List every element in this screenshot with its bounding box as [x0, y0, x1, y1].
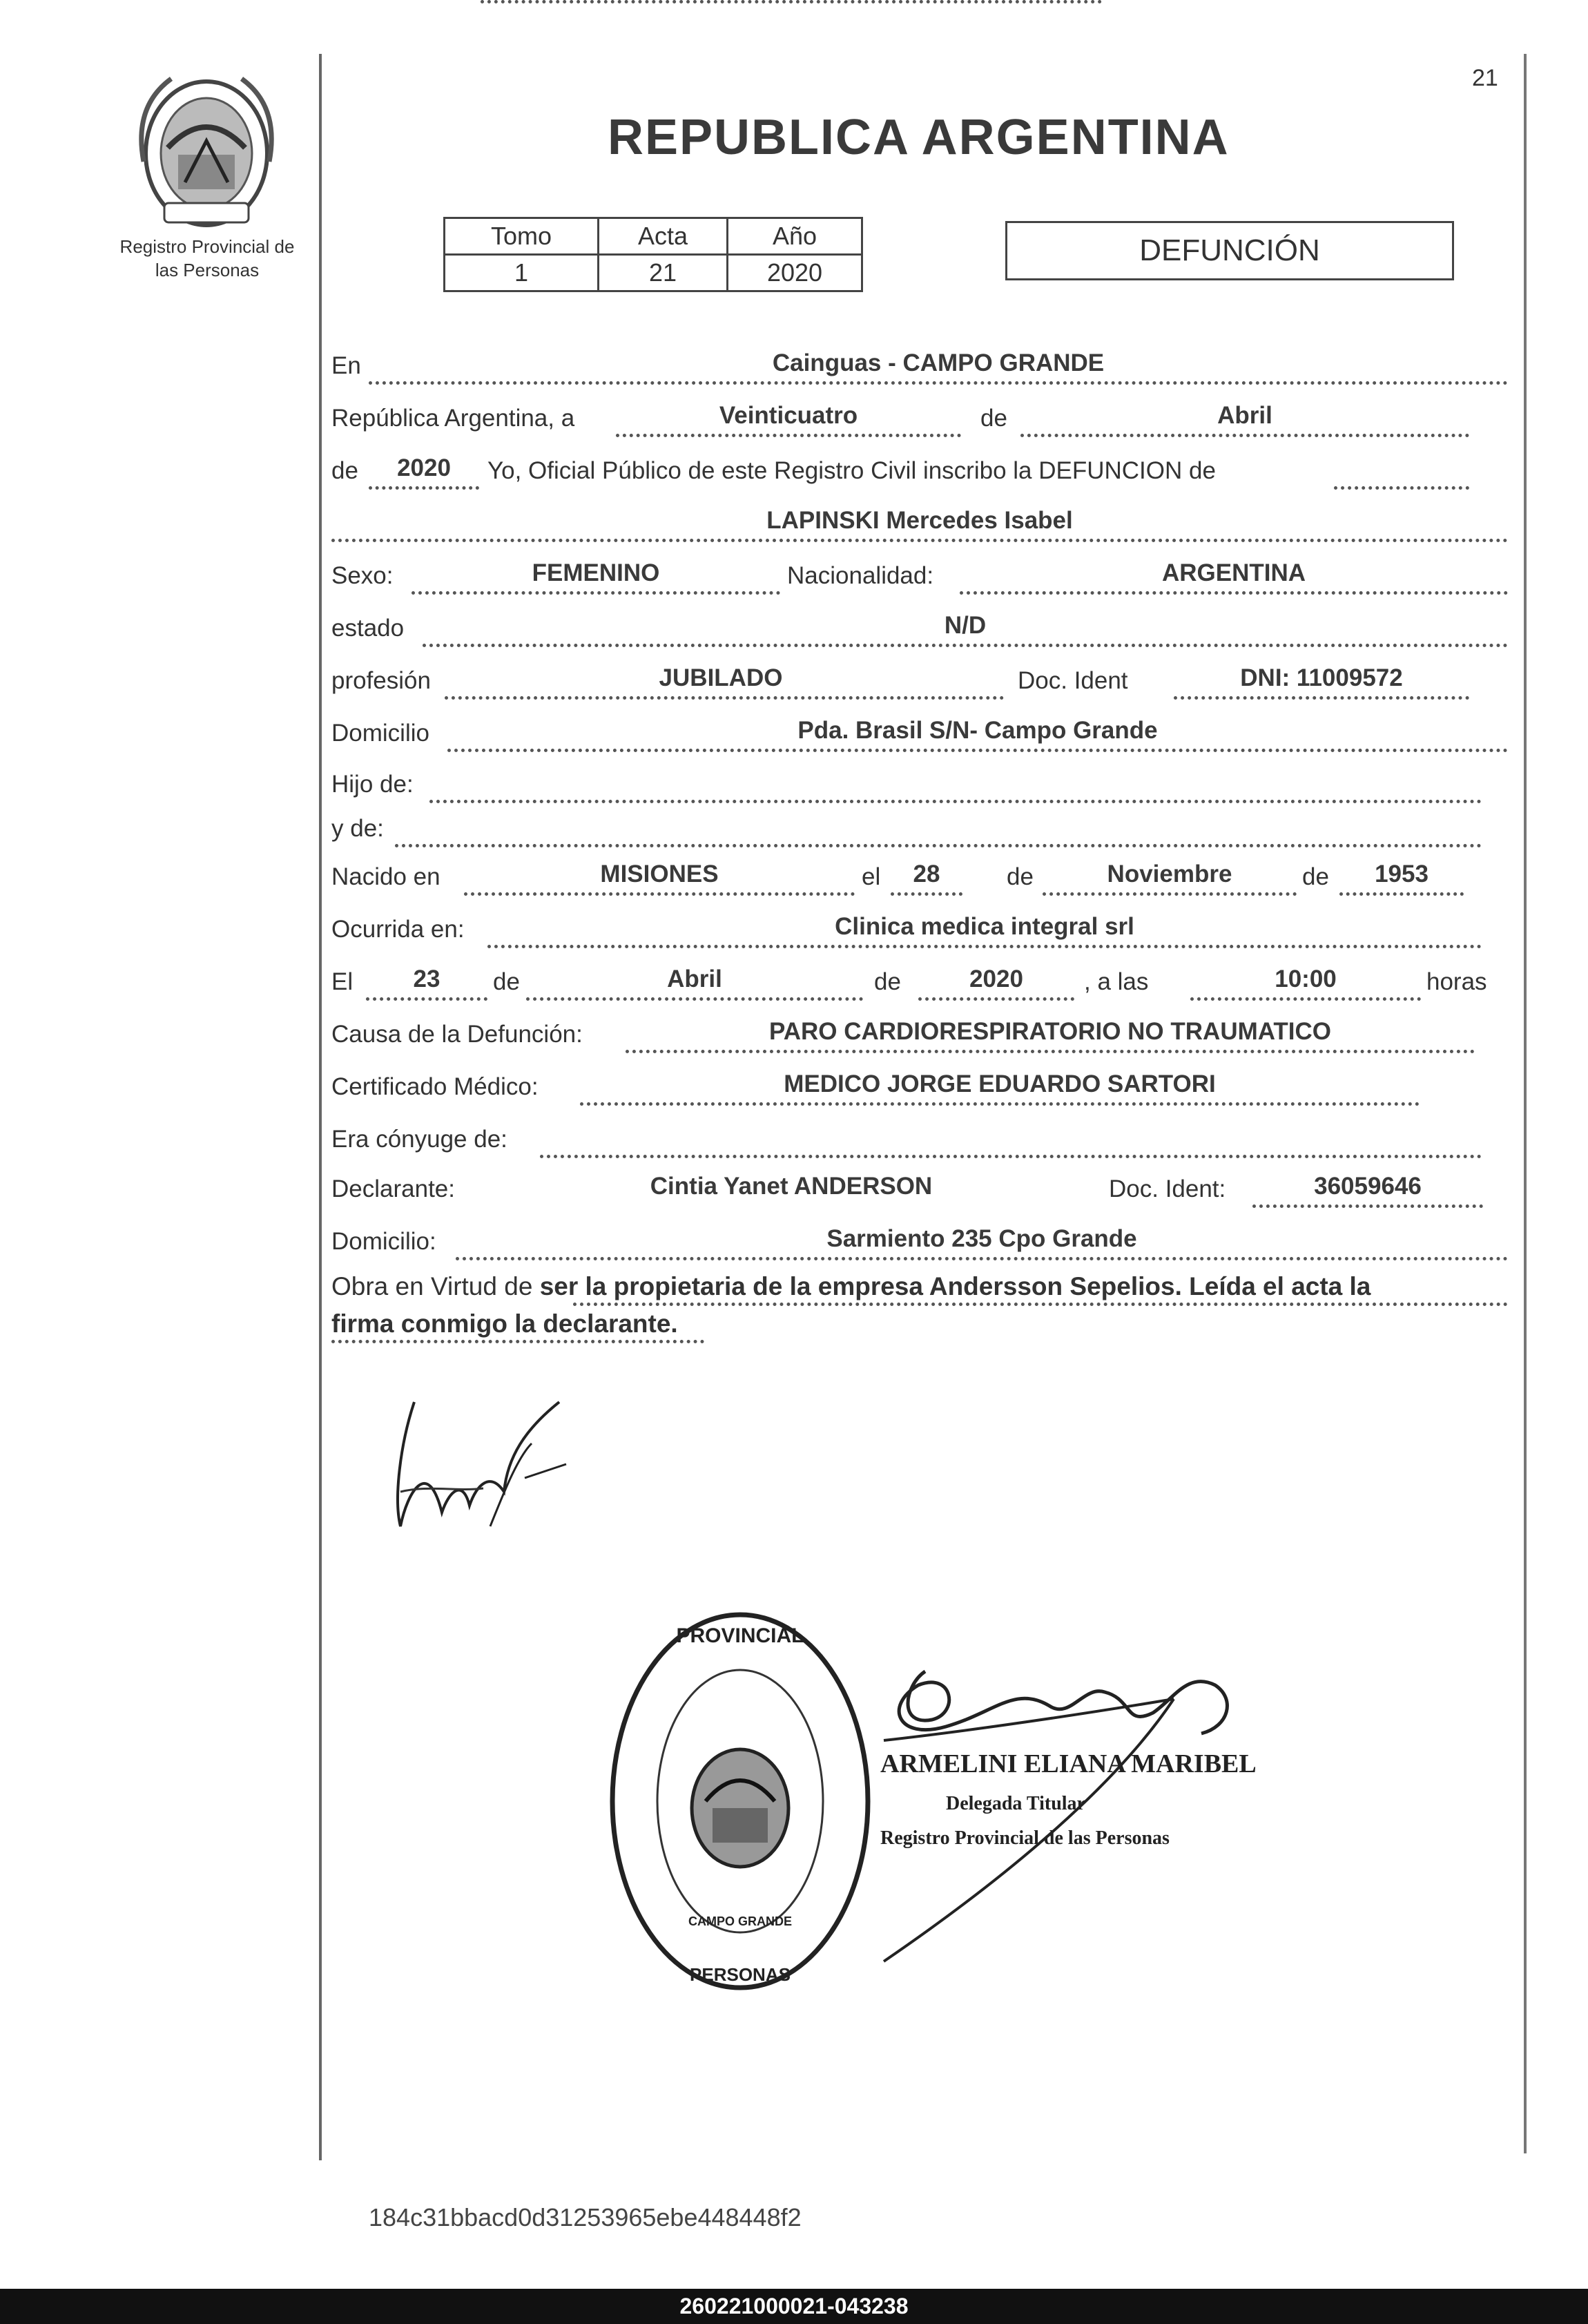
record-table-header-row: [445, 218, 862, 255]
obra-line-2-dots: [331, 1340, 704, 1343]
obra-text-1: ser la propietaria de la empresa Andersson Sepelios. Leída el acta la: [539, 1272, 1371, 1300]
el-label: el: [862, 863, 881, 890]
tomo-header: Tomo: [445, 218, 599, 255]
obra-text-2: firma conmigo la declarante.: [331, 1309, 678, 1338]
official-role: Delegada Titular: [946, 1793, 1085, 1814]
acta-value: 21: [599, 255, 728, 291]
causa-line: [626, 1050, 1475, 1053]
official-registry: Registro Provincial de las Personas: [880, 1827, 1170, 1849]
domicilio-label: Domicilio: [331, 720, 429, 747]
record-table-value-row: [445, 255, 862, 291]
statement-text: Yo, Oficial Público de este Registro Civil inscribo la DEFUNCION de: [487, 457, 1216, 484]
de-label-3: de: [1007, 863, 1034, 890]
de-label-1: de: [980, 405, 1007, 432]
acta-header: Acta: [599, 218, 728, 255]
profesion-line: [445, 696, 1004, 700]
birth-month-line: [1043, 892, 1297, 896]
margin-line-right: [1524, 54, 1527, 2153]
declarante-doc-line: [1252, 1204, 1483, 1208]
doc-ident-value: DNI: 11009572: [1240, 664, 1403, 691]
margin-line-left: [319, 54, 322, 2160]
hijo-de-label: Hijo de:: [331, 771, 414, 798]
official-signature: [842, 1644, 1257, 1975]
obra-prefix: Obra en Virtud de: [331, 1272, 533, 1300]
day-line: [616, 434, 961, 437]
deceased-name: LAPINSKI Mercedes Isabel: [766, 507, 1073, 534]
svg-text:CAMPO GRANDE: CAMPO GRANDE: [688, 1914, 793, 1928]
horas-label: horas: [1426, 968, 1487, 995]
nacionalidad-label: Nacionalidad:: [787, 562, 934, 589]
declarante-doc-label: Doc. Ident:: [1109, 1175, 1226, 1202]
death-day: 23: [413, 966, 440, 992]
ocurrida-label: Ocurrida en:: [331, 916, 465, 943]
profesion-value: JUBILADO: [659, 664, 783, 691]
statement-line: [1334, 486, 1469, 490]
conyuge-line: [540, 1155, 1482, 1158]
doc-ident-line: [1174, 696, 1469, 700]
svg-text:PERSONAS: PERSONAS: [690, 1964, 791, 1985]
official-name: ARMELINI ELIANA MARIBEL: [880, 1749, 1257, 1778]
birth-day-line: [891, 892, 962, 896]
death-time-line: [1190, 997, 1421, 1001]
registry-label: [90, 235, 325, 282]
y-de-line: [395, 844, 1482, 847]
death-year: 2020: [969, 966, 1023, 992]
certificado-label: Certificado Médico:: [331, 1073, 539, 1100]
document-id-bar: 260221000021-043238: [0, 2289, 1588, 2324]
nacido-label: Nacido en: [331, 863, 440, 890]
death-time: 10:00: [1275, 966, 1337, 992]
el2-label: El: [331, 968, 354, 995]
causa-label: Causa de la Defunción:: [331, 1021, 583, 1048]
birth-day: 28: [913, 861, 940, 887]
sexo-value: FEMENINO: [532, 559, 660, 586]
obra-line-1-dots: [573, 1303, 1508, 1306]
month-line: [1020, 434, 1469, 437]
document-type-box: DEFUNCIÓN: [1005, 221, 1454, 280]
nacido-line: [464, 892, 855, 896]
y-de-label: y de:: [331, 815, 384, 842]
ano-value: 2020: [728, 255, 862, 291]
svg-text:PROVINCIAL: PROVINCIAL: [676, 1624, 804, 1647]
page-title: REPUBLICA ARGENTINA: [608, 110, 1230, 165]
death-month-line: [526, 997, 863, 1001]
nacionalidad-line: [960, 591, 1508, 595]
causa-value: PARO CARDIORESPIRATORIO NO TRAUMATICO: [768, 1018, 1332, 1045]
registry-label-line1: Registro Provincial de: [119, 236, 295, 257]
year-value: 2020: [397, 454, 451, 481]
birth-year: 1953: [1375, 861, 1429, 887]
name-line: [331, 539, 1508, 542]
de-label-2: de: [331, 457, 358, 484]
en-line: [369, 381, 1508, 385]
page-number: 21: [1472, 65, 1498, 91]
birth-year-line: [1339, 892, 1464, 896]
hijo-de-line: [429, 800, 1482, 803]
sexo-line: [411, 591, 780, 595]
declarante-line: [481, 0, 1102, 3]
estado-value: N/D: [944, 612, 987, 639]
domicilio2-line: [456, 1257, 1508, 1260]
day-value: Veinticuatro: [719, 402, 858, 429]
obra-line-2: [331, 1309, 678, 1338]
ano-header: Año: [728, 218, 862, 255]
ocurrida-line: [487, 945, 1482, 948]
declarante-doc-value: 36059646: [1314, 1173, 1422, 1200]
domicilio2-label: Domicilio:: [331, 1228, 436, 1255]
de-label-6: de: [874, 968, 901, 995]
tomo-value: 1: [445, 255, 599, 291]
document-hash: 184c31bbacd0d31253965ebe448448f2: [369, 2203, 802, 2231]
de-label-4: de: [1302, 863, 1329, 890]
republica-label: República Argentina, a: [331, 405, 575, 432]
declarant-signature: [387, 1388, 573, 1540]
ocurrida-value: Clinica medica integral srl: [835, 913, 1134, 940]
nacido-value: MISIONES: [600, 861, 719, 887]
en-label: En: [331, 352, 361, 379]
nacionalidad-value: ARGENTINA: [1161, 559, 1306, 586]
a-las-label: , a las: [1084, 968, 1149, 995]
death-year-line: [918, 997, 1074, 1001]
declarante-value: Cintia Yanet ANDERSON: [650, 1173, 933, 1200]
en-value: Cainguas - CAMPO GRANDE: [772, 349, 1105, 376]
profesion-label: profesión: [331, 667, 431, 694]
registry-label-line2: las Personas: [155, 260, 260, 280]
estado-line: [423, 644, 1508, 647]
doc-ident-label: Doc. Ident: [1018, 667, 1128, 694]
death-day-line: [366, 997, 487, 1001]
year-line: [369, 486, 479, 490]
de-label-5: de: [493, 968, 520, 995]
estado-label: estado: [331, 615, 405, 642]
domicilio-value: Pda. Brasil S/N- Campo Grande: [797, 717, 1158, 744]
certificado-value: MEDICO JORGE EDUARDO SARTORI: [784, 1070, 1216, 1097]
province-emblem-icon: [130, 65, 283, 231]
declarante-label: Declarante:: [331, 1175, 455, 1202]
birth-month: Noviembre: [1107, 861, 1232, 887]
month-value: Abril: [1217, 402, 1272, 429]
certificado-line: [580, 1102, 1420, 1106]
domicilio2-value: Sarmiento 235 Cpo Grande: [826, 1225, 1137, 1252]
obra-line-1: [331, 1272, 1371, 1301]
death-month: Abril: [667, 966, 722, 992]
domicilio-line: [447, 749, 1508, 752]
conyuge-label: Era cónyuge de:: [331, 1126, 507, 1153]
official-seal: [602, 1601, 878, 2001]
sexo-label: Sexo:: [331, 562, 394, 589]
record-table: [443, 217, 863, 292]
